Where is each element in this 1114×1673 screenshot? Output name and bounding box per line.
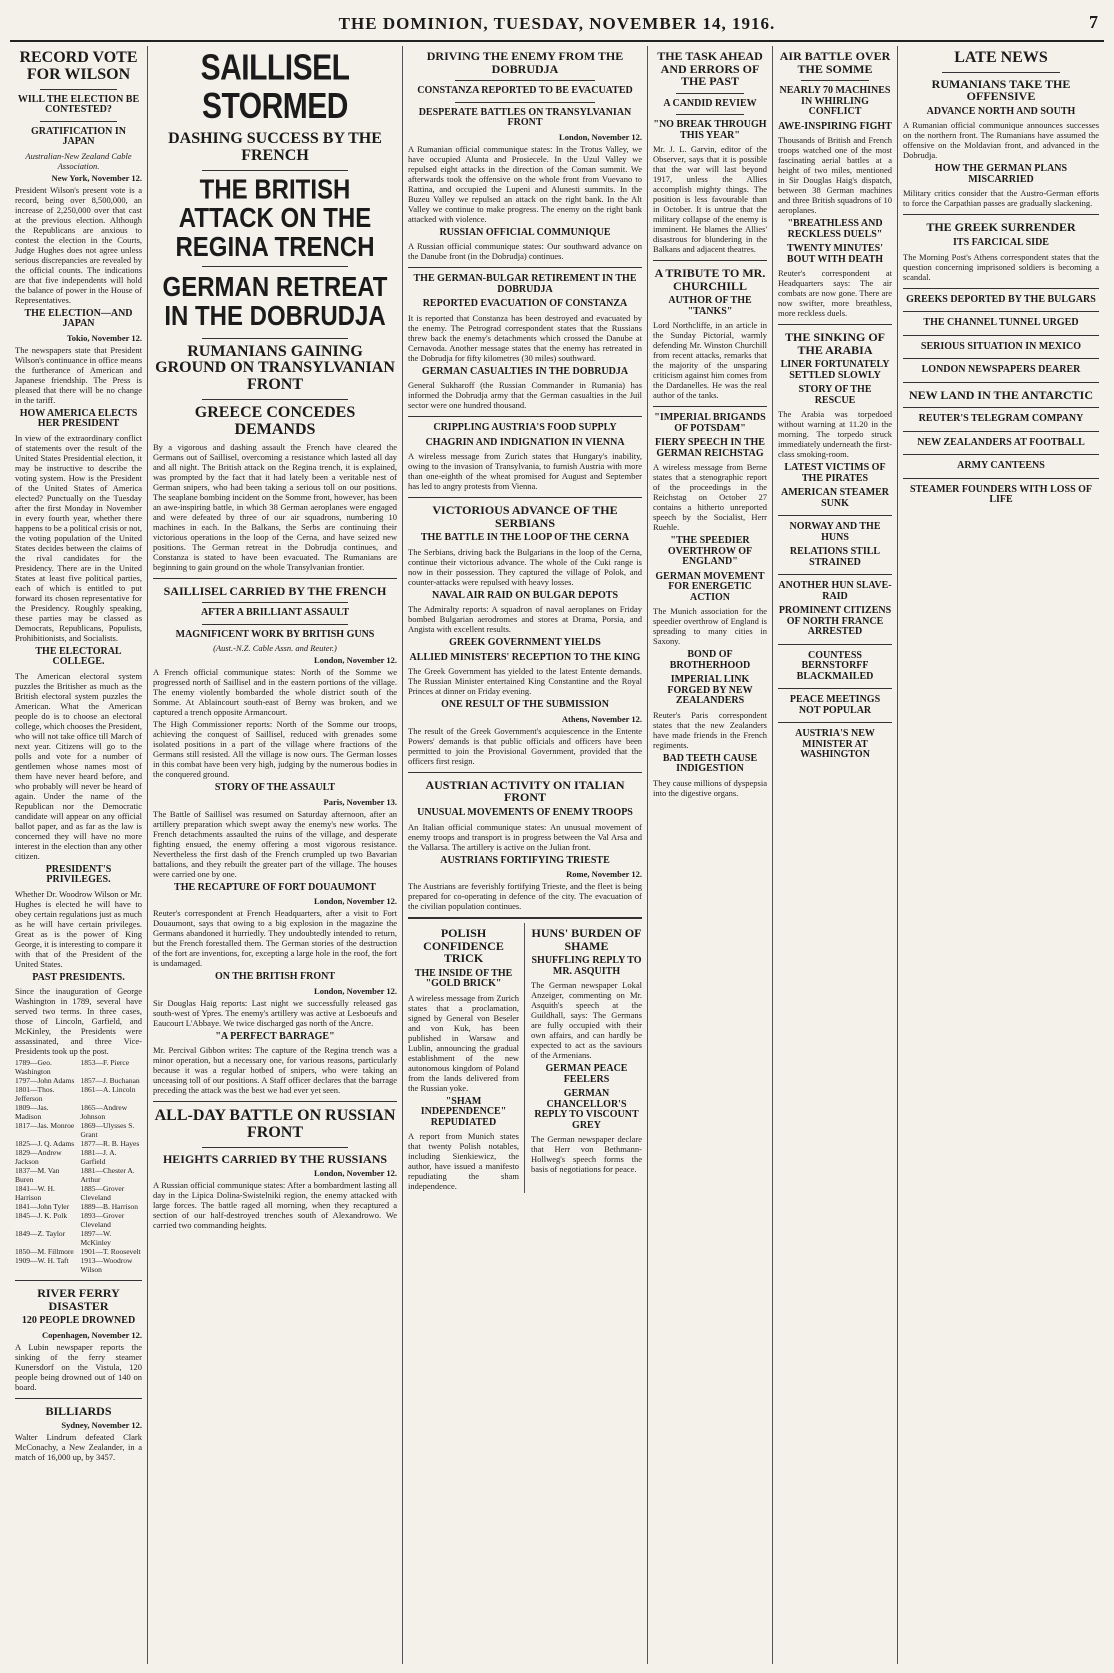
article-text: A Lubin newspaper reports the sinking of the ferry steamer Kunersdorf on the Vistula, 120 people being drowned out of 140 on board. xyxy=(15,1341,142,1392)
article-text: Reuter's correspondent at Headquarters says: The air combats are now gone. There are now swifter, more breathless, more reckless duels. xyxy=(778,268,892,319)
subheadline: STORY OF THE RESCUE xyxy=(798,384,872,406)
subheadline: IMPERIAL LINK FORGED BY NEW ZEALANDERS xyxy=(667,674,753,707)
dateline: Sydney, November 12. xyxy=(61,1420,142,1431)
president-entry: 1913—Woodrow Wilson xyxy=(80,1256,133,1275)
article-text: A wireless message from Berne states that a stenographic report of the proceedings in the Reichstag on October 27 contains a hitherto unreported speech by the Socialist, Herr Ruehle. xyxy=(653,462,767,533)
headline: RIVER FERRY DISASTER xyxy=(37,1286,120,1313)
subheadline: GERMAN CHANCELLOR'S REPLY TO VISCOUNT GREY xyxy=(534,1088,639,1131)
dateline: Paris, November 13. xyxy=(323,796,397,807)
subheadline: STORY OF THE ASSAULT xyxy=(214,782,336,794)
subheadline: A CANDID REVIEW xyxy=(663,97,757,109)
president-entry: 1829—Andrew Jackson xyxy=(15,1148,62,1167)
president-entry: 1797—John Adams xyxy=(15,1076,75,1086)
president-entry: 1869—Ulysses S. Grant xyxy=(80,1121,135,1140)
headline: VICTORIOUS ADVANCE OF THE SERBIANS xyxy=(432,503,618,530)
subheadline: ONE RESULT OF THE SUBMISSION xyxy=(441,699,609,711)
split-right xyxy=(531,923,642,1193)
column-2 xyxy=(148,46,403,1664)
article-text: The newspapers state that President Wilson's continuance in office means the furtherance of American and Japanese friendship. The Press is pleased that there will be no change in the tariff. xyxy=(15,344,142,405)
subheadline: NAVAL AIR RAID ON BULGAR DEPOTS xyxy=(431,589,619,601)
subheadline: GRATIFICATION IN JAPAN xyxy=(31,125,126,148)
headline: HUNS' BURDEN OF SHAME xyxy=(531,926,642,953)
subheadline: AWE-INSPIRING FIGHT xyxy=(778,120,892,132)
article-text: The German newspaper Lokal Anzeiger, commenting on Mr. Asquith's speech at the Guildhall, says: The Germans are fully occupied with their own affairs, and can hardly be expected to act as the saviours of the Armenians. xyxy=(531,980,642,1061)
headline: ANOTHER HUN SLAVE-RAID xyxy=(778,580,892,602)
article-text: The Admiralty reports: A squadron of naval aeroplanes on Friday bombed Bulgarian aerodromes and stores at Drama, Porsia, and Angista with excellent results. xyxy=(408,604,642,635)
article-text: Lord Northcliffe, in an article in the Sunday Pictorial, warmly defending Mr. Winston Churchill from recent attacks, remarks that the majority of the unsparing criticism against him comes from the Dardanelles. He was the real author of the tanks. xyxy=(653,320,767,401)
headline: DRIVING THE ENEMY FROM THE DOBRUDJA xyxy=(426,49,624,76)
article-text: Thousands of British and French troops watched one of the most fascinating aerial battles at a height of two miles, mentioned in Sir Douglas Haig's dispatch, between 38 German machines and three British squadrons of 10 aeroplanes. xyxy=(778,135,892,216)
subheadline: CONSTANZA REPORTED TO BE EVACUATED xyxy=(417,85,633,97)
article-text: The Battle of Saillisel was resumed on Saturday afternoon, after an artillery preparation which swept away the enemy's new works. The French detachments assaulted the ruins of the village, and desperate fighting ensued, the enemy offering a most vigorous resistance. Nevertheless the first dash of the French crumpled up two Bavarian battalions, and they rebuilt the greater part of the village. The houses were carried one by one. xyxy=(153,808,397,879)
subheadline: AUSTRIANS FORTIFYING TRIESTE xyxy=(440,854,610,866)
agency: (Aust.-N.Z. Cable Assn. and Reuter.) xyxy=(213,643,337,654)
article-text: A Russian official communique states: Our southward advance on the Danube front (in the Dobrudja) continues. xyxy=(408,241,642,262)
headline: THE TASK AHEAD AND ERRORS OF THE PAST xyxy=(657,49,763,89)
article-text: The Munich association for the speedier overthrow of England is spreading to many cities in Saxony. xyxy=(653,606,767,647)
subheadline: NEARLY 70 MACHINES IN WHIRLING CONFLICT xyxy=(779,85,891,118)
article-text: The result of the Greek Government's acquiescence in the Entente Powers' demands is that public officials and officers have been permitted to join the Provisional Government, provided that the officers first resign. xyxy=(408,725,642,766)
headline: SERIOUS SITUATION IN MEXICO xyxy=(920,340,1082,352)
headline: BOND OF BROTHERHOOD xyxy=(669,649,751,671)
subheadline: "SHAM INDEPENDENCE" REPUDIATED xyxy=(420,1095,507,1128)
subheadline: HOW AMERICA ELECTS HER PRESIDENT xyxy=(19,407,138,430)
subheadline: AFTER A BRILLIANT ASSAULT xyxy=(200,607,350,619)
headline: STEAMER FOUNDERS WITH LOSS OF LIFE xyxy=(909,483,1093,506)
subheadline: THE BATTLE IN THE LOOP OF THE CERNA xyxy=(420,532,630,544)
president-entry: 1841—W. H. Harrison xyxy=(15,1184,55,1203)
president-entry: 1841—John Tyler xyxy=(15,1202,70,1212)
president-entry: 1897—W. McKinley xyxy=(80,1229,112,1248)
dateline: London, November 12. xyxy=(314,985,397,996)
dateline: London, November 12. xyxy=(314,896,397,907)
subheadline: DASHING SUCCESS BY THE FRENCH xyxy=(168,130,382,164)
article-text: The Arabia was torpedoed without warning at 11.20 in the morning. The torpedo struck immediately underneath the first-class smoking-room. xyxy=(778,409,892,460)
headline: GERMAN RETREAT IN THE DOBRUDJA xyxy=(162,272,388,333)
headline: RECORD VOTE FOR WILSON xyxy=(19,49,138,83)
president-entry: 1877—R. B. Hayes xyxy=(80,1139,140,1149)
president-entry: 1850—M. Fillmore xyxy=(15,1247,74,1257)
page-number: 7 xyxy=(1089,12,1098,32)
subheadline: BAD TEETH CAUSE INDIGESTION xyxy=(662,752,758,775)
subheadline: MAGNIFICENT WORK BY BRITISH GUNS xyxy=(175,628,375,640)
headline: NORWAY AND THE HUNS xyxy=(789,521,881,543)
subheadline: THE ELECTORAL COLLEGE. xyxy=(35,645,122,668)
masthead xyxy=(10,8,1104,42)
headline: GREEKS DEPORTED BY THE BULGARS xyxy=(906,293,1096,305)
subheadline: "BREATHLESS AND RECKLESS DUELS" xyxy=(787,218,883,240)
subheadline: DESPERATE BATTLES ON TRANSYLVANIAN FRONT xyxy=(418,106,632,129)
column-6 xyxy=(898,46,1104,1664)
article-text: The Greek Government has yielded to the latest Entente demands. The Russian Minister entertained King Constantine and the Royal Princes at dinner on Friday evening. xyxy=(408,666,642,697)
agency: Australian-New Zealand Cable Association. xyxy=(25,150,132,171)
president-entry: 1901—T. Roosevelt xyxy=(80,1247,141,1257)
president-entry: 1845—J. K. Polk xyxy=(15,1211,68,1221)
article-text: A wireless message from Zurich states that Hungary's inability, owing to the invasion of Transylvania, to furnish Austria with more than one-eighth of the wheat promised for August and September has led to angry protests from Vienna. xyxy=(408,451,642,492)
headline: GREECE CONCEDES DEMANDS xyxy=(194,403,356,438)
subheadline: RELATIONS STILL STRAINED xyxy=(789,546,881,568)
split-left xyxy=(408,923,525,1193)
president-entry: 1889—B. Harrison xyxy=(80,1202,138,1212)
subheadline: PROMINENT CITIZENS OF NORTH FRANCE ARRESTED xyxy=(778,605,892,638)
subheadline: THE INSIDE OF THE "GOLD BRICK" xyxy=(414,967,513,990)
president-entry: 1825—J. Q. Adams xyxy=(15,1139,75,1149)
president-entry: 1909—W. H. Taft xyxy=(15,1256,69,1266)
headline: AUSTRIA'S NEW MINISTER AT WASHINGTON xyxy=(795,728,875,761)
subheadline: ADVANCE NORTH AND SOUTH xyxy=(926,105,1076,117)
subheadline: TWENTY MINUTES' BOUT WITH DEATH xyxy=(786,243,884,265)
subheadline: ALLIED MINISTERS' RECEPTION TO THE KING xyxy=(409,651,641,663)
headline: COUNTESS BERNSTORFF BLACKMAILED xyxy=(796,649,874,682)
headline: PEACE MEETINGS NOT POPULAR xyxy=(789,694,881,716)
column-5 xyxy=(773,46,898,1664)
headline: THE SINKING OF THE ARABIA xyxy=(784,330,886,357)
headline: THE BRITISH ATTACK ON THE REGINA TRENCH xyxy=(175,173,375,263)
dateline: Tokio, November 12. xyxy=(66,332,142,343)
dateline: New York, November 12. xyxy=(51,172,142,183)
article-text: A wireless message from Zurich states that a proclamation, signed by General von Beseler and von Kuk, has been published in Warsaw and Lublin, announcing the gradual establishment of the new autonomous kingdom of Poland from the lands delivered from the Russian yoke. xyxy=(408,992,519,1093)
article-text: The High Commissioner reports: North of the Somme our troops, achieving the conquest of Saillisel, reduced with grenades some isolated positions in a part of the village where fractions of the Germans still resisted. All the village is now ours. The German losses in this combat have been very high, judging by the numerous bodies in the conquered ground. xyxy=(153,719,397,780)
dateline: Rome, November 12. xyxy=(566,869,642,880)
column-4 xyxy=(648,46,773,1664)
article-text: The American electoral system puzzles the Britisher as much as the British electoral system puzzles the American. What the American people do is to choose an electoral college, which chooses the President, who will not take office till March of next year. Citizens will go to the polls and vote for a number of gentlemen whose names most of them have never heard before, and who probably will never be heard of again. Under the name of the Republican nor the Democratic candidate will appear on any official ballot paper, and as far as the law is concerned they will have no more interest in the election than any other citizen. xyxy=(15,670,142,861)
headline: SAILLISEL CARRIED BY THE FRENCH xyxy=(163,583,387,598)
dateline: London, November 12. xyxy=(314,655,397,666)
article-text: A Russian official communique states: After a bombardment lasting all day in the Lipica Dolina-Swistelniki region, the enemy attacked with large forces. The battle raged all morning, when they recaptured a section of our half-destroyed trenches south of Alexandrowo. We carried two commanding heights. xyxy=(153,1180,397,1231)
article-text: A French official communique states: North of the Somme we progressed north of Saillisel and in the eastern portions of the village. The enemy violently bombarded the whole district south of the Somme. At Ablaincourt south-east of Berny was broken, and we captured a trench opposite Armancourt. xyxy=(153,667,397,718)
article-text: They cause millions of dyspepsia into the digestive organs. xyxy=(653,777,767,798)
subheadline: ITS FARCICAL SIDE xyxy=(953,237,1049,249)
headline: BILLIARDS xyxy=(45,1403,112,1418)
headline: ARMY CANTEENS xyxy=(957,460,1045,472)
president-entry: 1881—Chester A. Arthur xyxy=(80,1166,135,1185)
article-text: It is reported that Constanza has been destroyed and evacuated by the enemy. The Petrograd correspondent states that the Russians threw back the enemy's detachments which crossed the Danube at Cernavoda. Another message states that the enemy has retreated in the Dobrudja for fifty kilometres (30 miles) southward. xyxy=(408,312,642,363)
headline: A TRIBUTE TO MR. CHURCHILL xyxy=(654,266,766,293)
headline: POLISH CONFIDENCE TRICK xyxy=(423,926,504,966)
president-entry: 1817—Jas. Monroe xyxy=(15,1121,75,1131)
headline: RUMANIANS GAINING GROUND ON TRANSYLVANIAN FRONT xyxy=(155,342,395,394)
president-entry: 1857—J. Buchanan xyxy=(80,1076,140,1086)
dateline: London, November 12. xyxy=(314,1168,397,1179)
article-text: In view of the extraordinary conflict of statements over the result of the United States Presidential election, it may be instructive to describe the voting system. How is the President of the United States of America elected? Punctually on the Tuesday after the first Monday in November in every fourth year, whether there happens to be a political crisis or not, the voting population of the United States decides between the claims of the rival candidates for the Presidency. There are in the United States at least five political parties, each of which is entitled to put forward its chosen representative for the Presidency. Roughly speaking, these parties may be classed as Democrats, Republicans, Populists, Prohibitionists, and Socialists. xyxy=(15,432,142,643)
headline: AUSTRIAN ACTIVITY ON ITALIAN FRONT xyxy=(425,777,625,805)
article-text: The Austrians are feverishly fortifying Trieste, and the fleet is being prepared for co-operating in defence of the city. The evacuation of the civilian population continues. xyxy=(408,881,642,912)
subheadline: GERMAN PEACE FEELERS xyxy=(545,1063,628,1085)
subheadline: ON THE BRITISH FRONT xyxy=(214,971,336,983)
subheadline: LATEST VICTIMS OF THE PIRATES xyxy=(784,462,886,484)
article-text: Military critics consider that the Austro-German efforts to force the Carpathian passes are gradually slackening. xyxy=(903,188,1099,209)
headline: THE GREEK SURRENDER xyxy=(926,220,1076,235)
article-text: General Sukharoff (the Russian Commander in Rumania) has informed the Dobrudja army that the German casualties in the Juil sector were one hundred thousand. xyxy=(408,380,642,411)
subheadline: REPORTED EVACUATION OF CONSTANZA xyxy=(422,298,628,310)
split-section xyxy=(408,917,642,1193)
subheadline: THE RECAPTURE OF FORT DOUAUMONT xyxy=(174,881,376,893)
headline: REUTER'S TELEGRAM COMPANY xyxy=(918,413,1084,425)
headline: NEW ZEALANDERS AT FOOTBALL xyxy=(917,436,1085,448)
article-text: The German newspaper declare that Herr von Bethmann-Hollweg's speech forms the basis of negotiations for peace. xyxy=(531,1134,642,1175)
article-text: Reuter's Paris correspondent states that the new Zealanders have made friends in the French regiments. xyxy=(653,709,767,750)
subheadline: CHAGRIN AND INDIGNATION IN VIENNA xyxy=(425,436,625,448)
dateline: Athens, November 12. xyxy=(561,713,642,724)
article-text: A Rumanian official communique states: In the Trotus Valley, we have occupied Alunta and Prosiecele. In the Uzul Valley we repulsed eight attacks in the direction of the Coman summit. We afterwards took the offensive on the whole front from Vuevano to Rattina, and occupied the Lupeni and Alunesti summits. In the Buzeu Valley we repulsed an attack on the right bank. In the Alt Valley we continue to make progress. The enemy on the right bank attacked with violence. xyxy=(408,143,642,224)
article-text: Mr. J. L. Garvin, editor of the Observer, says that it is possible that the war will last beyond 1917, unless the Allies accomplish mighty things. The position is less favourable than in October. It is untrue that the military collapse of the enemy is imminent. He blames the Allies' disastrous for blundering in the Balkans and adjacent theatres. xyxy=(653,144,767,255)
headline: LATE NEWS xyxy=(954,49,1048,66)
president-entry: 1853—F. Pierce xyxy=(80,1058,130,1068)
article-text: Mr. Percival Gibbon writes: The capture of the Regina trench was a minor operation, but a necessary one, for various reasons, particularly because it was a regular hotbed of snipers, who were taking an unceasing toll of our positions. A Staff officer declares that the barrage preceding the attack was the best we had ever yet seen. xyxy=(153,1045,397,1096)
article-text: Whether Dr. Woodrow Wilson or Mr. Hughes is elected he will have to obey certain regulations just as much as he will have certain privileges. Great as is the power of King George, it is interesting to compare it with that of the President of the United States. xyxy=(15,888,142,969)
subheadline: THE GERMAN-BULGAR RETIREMENT IN THE DOBRUDJA xyxy=(413,273,637,295)
article-text: Walter Lindrum defeated Clark McConachy, a New Zealander, in a match of 16,000 up, by 3457. xyxy=(15,1432,142,1463)
president-entry: 1885—Grover Cleveland xyxy=(80,1184,125,1203)
article-text: The Serbians, driving back the Bulgarians in the loop of the Cerna, continue their victorious advance. The whole of the Cuki range is now in their possession. They captured the village of Polok, and counter-attacks were repulsed with heavy losses. xyxy=(408,546,642,587)
subheadline: PRESIDENT'S PRIVILEGES. xyxy=(45,863,112,886)
article-text: Reuter's correspondent at French Headquarters, after a visit to Fort Douaumont, says that owing to a big explosion in the magazine the Germans abandoned it hurriedly. They undoubtedly intended to return, but the French forestalled them. The German stories of the destruction of the fort are inventions, for, excepting a large hole in the roof, the fort is undamaged. xyxy=(153,908,397,969)
subheadline: CRIPPLING AUSTRIA'S FOOD SUPPLY xyxy=(433,422,617,434)
subheadline: THE ELECTION—AND JAPAN xyxy=(24,307,133,330)
subheadline: PAST PRESIDENTS. xyxy=(32,971,125,983)
subheadline: AUTHOR OF THE "TANKS" xyxy=(668,295,752,317)
headline: ALL-DAY BATTLE ON RUSSIAN FRONT xyxy=(154,1107,396,1141)
article-text: Sir Douglas Haig reports: Last night we successfully released gas south-west of Ypres. The enemy's artillery was active at Lesboeufs and Eaucourt L'Abbaye. We twice discharged gas north of the Ancre. xyxy=(153,997,397,1028)
article-text: By a vigorous and dashing assault the French have cleared the Germans out of Saillisel, overcoming a resistance which lasted all day and all night. The British attack on the Regina trench, it is explained, was prompted by the fact that it had lately been a veritable nest of German snipers, who had been taking a serious toll on our positions. The seaplane bombing incident on the Somme front, however, has been an awe-inspiring battle, in which 38 German aeroplanes were engaged and were defeated by three of our air squadrons, numbering 10 machines in each. In the Balkans, the Serbs are continuing their victorious operations in the loop of the Cerna, and have seized new positions. The German retreat in the Dobrudja continues, and Constanza is stated to have been evacuated. The Rumanians are beginning to gain ground on the whole Transylvanian frontier. xyxy=(153,441,397,572)
subheadline: WILL THE ELECTION BE CONTESTED? xyxy=(17,93,140,116)
main-headline: SAILLISEL STORMED xyxy=(200,48,350,126)
subheadline: GERMAN MOVEMENT FOR ENERGETIC ACTION xyxy=(655,570,765,603)
president-entry: 1881—J. A. Garfield xyxy=(80,1148,117,1167)
column-3 xyxy=(403,46,648,1664)
headline: THE CHANNEL TUNNEL URGED xyxy=(923,317,1079,329)
subheadline: RUSSIAN OFFICIAL COMMUNIQUE xyxy=(439,226,611,238)
subheadline: 120 PEOPLE DROWNED xyxy=(21,1315,136,1327)
subheadline: FIERY SPEECH IN THE GERMAN REICHSTAG xyxy=(655,437,765,459)
president-entry: 1837—M. Van Buren xyxy=(15,1166,60,1185)
columns xyxy=(10,46,1104,1664)
dateline: London, November 12. xyxy=(559,131,642,142)
president-entry: 1801—Thos. Jefferson xyxy=(15,1085,55,1104)
article-text: A report from Munich states that twenty Polish notables, including Sienkiewicz, the author, have issued a manifesto repudiating the sham independence. xyxy=(408,1131,519,1192)
subheadline: AMERICAN STEAMER SUNK xyxy=(780,487,890,509)
subheadline: SHUFFLING REPLY TO MR. ASQUITH xyxy=(531,955,642,977)
headline: "IMPERIAL BRIGANDS OF POTSDAM" xyxy=(654,412,766,434)
subheadline: HOW THE GERMAN PLANS MISCARRIED xyxy=(934,163,1068,185)
headline: "THE SPEEDIER OVERTHROW OF ENGLAND" xyxy=(667,535,753,568)
subheadline: GERMAN CASUALTIES IN THE DOBRUDJA xyxy=(421,365,629,377)
headline: LONDON NEWSPAPERS DEARER xyxy=(921,364,1081,376)
subheadline: RUMANIANS TAKE THE OFFENSIVE xyxy=(931,76,1071,104)
president-entry: 1893—Grover Cleveland xyxy=(80,1211,125,1230)
article-text: The Morning Post's Athens correspondent states that the question concerning imprisoned soldiers is becoming a scandal. xyxy=(903,251,1099,282)
masthead-title: THE DOMINION, TUESDAY, NOVEMBER 14, 1916. xyxy=(338,14,776,33)
subheadline: "A PERFECT BARRAGE" xyxy=(215,1030,335,1042)
headline: NEW LAND IN THE ANTARCTIC xyxy=(908,387,1094,402)
president-entry: 1865—Andrew Johnson xyxy=(80,1103,128,1122)
presidents-list xyxy=(15,1058,142,1274)
column-1 xyxy=(10,46,148,1664)
article-text: President Wilson's present vote is a record, being over 8,500,000, an increase of 2,250,000 over that cast at the previous election. Although the Republicans are anxious to contest the election in the Courts, Judge Hughes does not agree unless serious discrepancies are revealed by the official counts. The indications are that five independents will hold the balance of power in the House of Representatives. xyxy=(15,184,142,305)
headline: AIR BATTLE OVER THE SOMME xyxy=(779,49,891,76)
president-entry: 1809—Jas. Madison xyxy=(15,1103,49,1122)
article-text: A Rumanian official communique announces successes on the northern front. The Rumanians have assumed the offensive on the Moldavian front, and advanced in the Dobrudja. xyxy=(903,120,1099,161)
dateline: Copenhagen, November 12. xyxy=(42,1329,142,1340)
subheadline: GREEK GOVERNMENT YIELDS xyxy=(449,637,601,649)
article-text: An Italian official communique states: An unusual movement of enemy troops and transport is in progress between the Val Arsa and the Vallarsa. The artillery is active on the Julian front. xyxy=(408,821,642,852)
president-entry: 1789—Geo. Washington xyxy=(15,1058,52,1077)
subheadline: HEIGHTS CARRIED BY THE RUSSIANS xyxy=(162,1151,388,1166)
subheadline: "NO BREAK THROUGH THIS YEAR" xyxy=(653,119,767,141)
subheadline: LINER FORTUNATELY SETTLED SLOWLY xyxy=(780,359,890,381)
president-entry: 1849—Z. Taylor xyxy=(15,1229,66,1239)
article-text: Since the inauguration of George Washington in 1789, several have served two terms. In three cases, those of Lincoln, Garfield, and McKinley, the Presidents were assassinated, and three Vice-Presidents took up the post. xyxy=(15,986,142,1057)
subheadline: UNUSUAL MOVEMENTS OF ENEMY TROOPS xyxy=(417,807,633,819)
president-entry: 1861—A. Lincoln xyxy=(80,1085,136,1095)
